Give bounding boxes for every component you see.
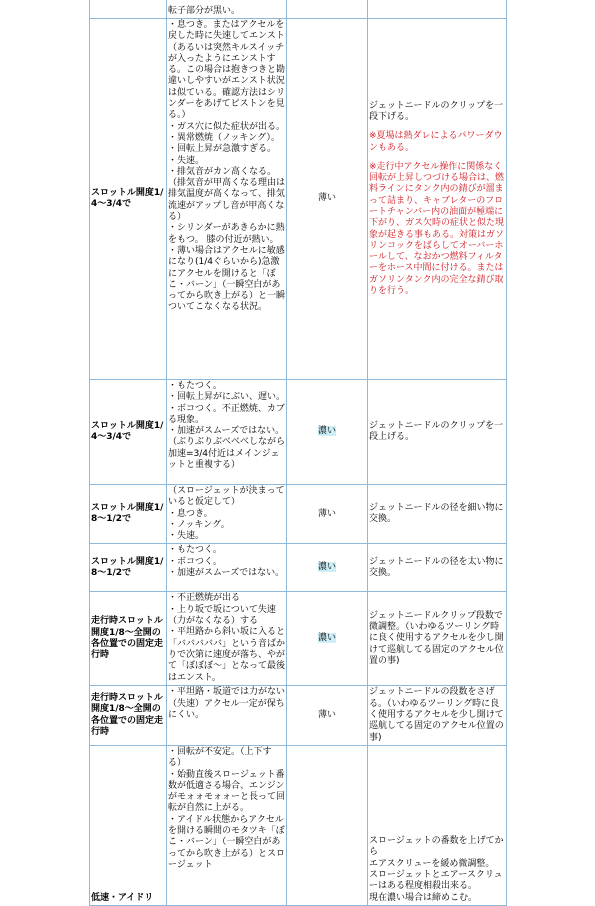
symptom-cell — [167, 544, 287, 592]
symptom-line: ・もたつく。 — [168, 545, 222, 556]
table-row — [90, 485, 507, 544]
remedy-text: エアスクリューを緩め微調整。 — [369, 858, 495, 869]
symptom-cell — [167, 592, 287, 686]
symptom-line: ・ボコつく。不正燃焼、カブる現象。 — [168, 403, 285, 425]
symptom-line: ・ガス穴に似た症状が出る。 — [168, 121, 286, 132]
mixture-label: 濃い — [317, 426, 336, 437]
remedy-text: スロージェットの番数を上げてから — [369, 836, 504, 858]
mixture-label: 薄い — [317, 710, 336, 721]
mixture-cell — [287, 19, 368, 380]
remedy-text: ジェットニードルの径を太い物に交換。 — [369, 556, 504, 578]
symptom-cell — [167, 380, 287, 485]
remedy-text: ジェットニードルクリップ段数で微調整。（いわゆるツーリング時に良く使用するアクセルを少し開けて巡航してる固定のアクセル位置の事) — [369, 610, 504, 666]
symptom-cell — [167, 0, 287, 19]
remedy-text: 現在濃い場合は締めこむ。 — [369, 892, 478, 903]
mixture-cell — [287, 0, 368, 19]
remedy-cell — [368, 745, 507, 905]
mixture-label: 薄い — [317, 193, 336, 204]
mixture-cell — [287, 544, 368, 592]
symptom-line: ・回転上昇がにぶい、遅い。 — [168, 392, 286, 403]
symptom-line: ・失速。 — [168, 155, 205, 166]
mixture-cell — [287, 592, 368, 686]
symptom-line: ・不正燃焼が出る — [168, 593, 241, 604]
mixture-cell — [287, 686, 368, 745]
symptom-line: ・始動直後スロージェット番数が低適さる場合、エンジンがモォォモォォーと長って回転が自然に上がる。 — [168, 769, 286, 814]
warning-note: ※走行中アクセル操作に関係なく回転が上昇しつづける場合は、燃料ラインにタンク内の錆びが溜まって詰まり、キャブレターのフロートチャンバー内の油面が極端に下がり、ガス欠時の症状と似た現象が起きる事もある。対策はガソリンコックをばらしてオーバーホールして、なおかつ燃料フィルターをホース中間に付ける。またはガソリンタンク内の完全な錆び取りを行う。 — [369, 161, 505, 297]
table-row — [90, 745, 507, 905]
remedy-text: ジェットニードルのクリップを一段上げる。 — [369, 420, 504, 442]
symptom-line: ・息つき。またはアクセルを戻した時に失速してエンスト — [168, 20, 285, 42]
condition-cell — [90, 0, 167, 19]
symptom-line: ・アイドル状態からアクセルを開ける瞬間のモタツキ「ぼこ・バーン」（一瞬空白があってから吹き上がる）とスロージェット — [168, 814, 286, 870]
condition-cell: スロットル開度1/8～1/2で — [90, 544, 167, 592]
table-row — [90, 592, 507, 686]
remedy-cell — [368, 19, 507, 380]
mixture-cell — [287, 380, 368, 485]
symptom-line: （スロージェットが決まっていると仮定して） — [168, 486, 285, 508]
symptom-line: ・加速がスムーズではない。（ぶりぶりぶべべべしながら加速=3/4付近はメインジェットと重複する） — [168, 426, 286, 471]
warning-note: ※夏場は熱ダレによるパワーダウンもある。 — [369, 131, 503, 153]
symptom-line: ・異常燃焼（ノッキング）。 — [168, 132, 280, 143]
symptom-line: 転子部分が黒い。 — [168, 5, 241, 16]
symptom-line: （あるいは突然キルスイッチが入ったようにエンストする。この場合は抱きつきと勘違いしやすいがエンスト状況は似ている。確認方法はシリンダーをあげてピストンを見る。） — [168, 42, 286, 121]
condition-cell: 低速・アイドリ — [90, 745, 167, 905]
symptom-line: ・回転が不安定。（上下する） — [168, 746, 272, 769]
symptom-line: ・失速。 — [168, 531, 205, 542]
remedy-cell — [368, 0, 507, 19]
symptom-line: ・シリンダーがあきらかに熱をもつ。 膝の付近が熱い。 — [168, 223, 285, 245]
symptom-cell — [167, 19, 287, 380]
carburetor-setting-table — [89, 0, 507, 906]
mixture-label: 濃い — [317, 633, 336, 644]
remedy-cell — [368, 592, 507, 686]
symptom-cell — [167, 485, 287, 544]
remedy-text: ジェットニードルの径を細い物に交換。 — [369, 502, 504, 525]
symptom-line: ・平坦路から斜い坂に入ると「バババババ」という音ばかりで次第に速度が落ち、やがて「ぼぼぼ～」となって最後はエンスト。 — [168, 627, 286, 683]
symptom-line: ・もたつく。 — [168, 381, 222, 391]
table-row — [90, 544, 507, 592]
condition-cell: スロットル開度1/8～1/2で — [90, 485, 167, 544]
mixture-cell — [287, 485, 368, 544]
symptom-line: ・ボコつく。 — [168, 556, 222, 567]
symptom-line: ・上り坂で坂について失速（力がなくなる）する — [168, 604, 276, 627]
table-row — [90, 0, 507, 19]
table-row — [90, 686, 507, 745]
symptom-cell — [167, 686, 287, 745]
symptom-cell — [167, 745, 287, 905]
condition-cell: 走行時スロットル開度1/8～全開の各位置での固定走行時 — [90, 592, 167, 686]
mixture-label: 薄い — [317, 508, 336, 519]
condition-cell: 走行時スロットル開度1/8～全開の各位置での固定走行時 — [90, 686, 167, 745]
symptom-line: ・ノッキング。 — [168, 519, 230, 530]
symptom-line: ・回転上昇が急激すぎる。 — [168, 144, 277, 155]
table-row — [90, 380, 507, 485]
symptom-line: ・排気音がカン高くなる。（排気音が甲高くなる理由は排気温度が高くなって、排気流速がアップし音が甲高くなる） — [168, 166, 286, 223]
mixture-label: 濃い — [317, 562, 336, 573]
condition-cell: スロットル開度1/4～3/4で — [90, 380, 167, 485]
remedy-cell — [368, 485, 507, 544]
remedy-text: ジェットニードルのクリップを一段下げる。 — [369, 100, 504, 122]
remedy-cell — [368, 544, 507, 592]
symptom-line: ・加速がスムーズではない。 — [168, 568, 285, 579]
symptom-line: ・息つき。 — [168, 508, 213, 519]
remedy-text: ジェットニードルの段数をさげる。（いわゆるツーリング時に良く使用するアクセルを少し開けて巡航してる固定のアクセル位置の事) — [369, 687, 504, 743]
mixture-cell — [287, 745, 368, 905]
remedy-text: スロージェットとエアースクリューはある程度相殺出来る。 — [369, 870, 503, 892]
table-row — [90, 19, 507, 380]
remedy-cell — [368, 686, 507, 745]
remedy-cell — [368, 380, 507, 485]
condition-cell: スロットル開度1/4～3/4で — [90, 19, 167, 380]
symptom-line: ・薄い場合はアクセルに敏感になり(1/4ぐらいから)急激にアクセルを開けると「ぼこ・バーン」（一瞬空白があってから吹き上がる）と一瞬ついてこなくなる状況。 — [168, 245, 286, 313]
symptom-line: ・平坦路・坂道では力がない（失速）アクセル一定が保ちにくい。 — [168, 687, 286, 721]
